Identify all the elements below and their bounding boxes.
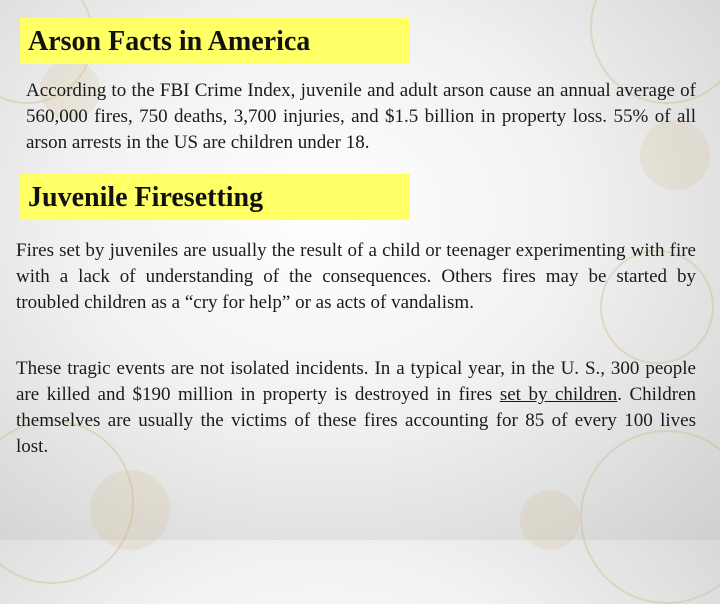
decorative-dot <box>90 470 170 550</box>
juvenile-firesetting-paragraph: Fires set by juveniles are usually the result of a child or teenager experimenting with fire with a lack of understanding of the consequences. Others fires may be started by troubled children as a “cry for help” or as acts of vandalism. <box>16 240 696 313</box>
section-heading-arson-facts: Arson Facts in America <box>20 18 410 64</box>
tragic-events-text-end: . Children themselves are usually the victims of these fires accounting for 85 of every 100 lives lost. <box>16 384 697 457</box>
tragic-events-text: These tragic events are not isolated incidents. In a typical year, in the U. S., 300 people are killed and $190 million in property is destroyed in fires <box>16 358 696 405</box>
arson-facts-paragraph: According to the FBI Crime Index, juvenile and adult arson cause an annual average of 560,000 fires, 750 deaths, 3,700 injuries, and $1.5 billion in property loss. 55% of all arson arrests in the US are children under 18. <box>26 80 696 153</box>
tragic-events-paragraph <box>16 356 696 460</box>
set-by-children-underlined-text: set by children <box>499 384 618 405</box>
section-heading-juvenile-firesetting: Juvenile Firesetting <box>20 174 410 220</box>
decorative-dot <box>520 490 580 550</box>
